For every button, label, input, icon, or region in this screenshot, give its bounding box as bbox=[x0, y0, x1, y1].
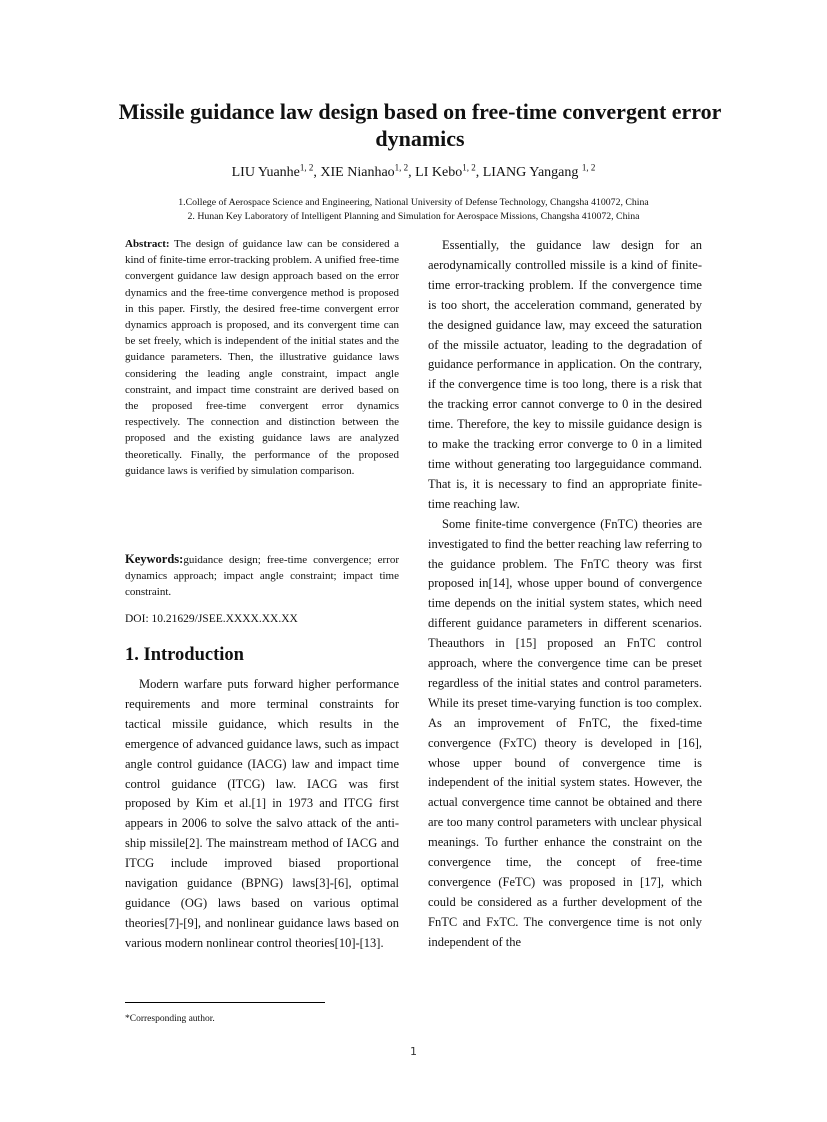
keywords-text: guidance design; free-time convergence; error dynamics approach; impact angle constraint; impact time constraint. bbox=[125, 554, 399, 599]
affiliation-1: 1.College of Aerospace Science and Engineering, National University of Defense Technology, Changsha 410072, China bbox=[178, 197, 649, 208]
keywords-label: Keywords: bbox=[125, 552, 184, 566]
affiliation-2: 2. Hunan Key Laboratory of Intelligent Planning and Simulation for Aerospace Missions, Changsha 410072, China bbox=[187, 211, 640, 222]
abstract-text: The design of guidance law can be considered a kind of finite-time error-tracking problem. A unified free-time convergent guidance law design approach based on the error dynamics and the free-time convergence method is proposed in this paper. Firstly, the desired free-time convergent error dynamics approach is proposed, and its convergent time can be set freely, which is independent of the initial states and the guidance parameters. Then, the illustrative guidance laws considering the leading angle constraint, impact angle constraint, and impact time constraint are derived based on the proposed free-time convergent error dynamics respectively. The connection and distinction between the proposed and the existing guidance laws are analyzed theoretically. Finally, the performance of the proposed guidance laws is verified by simulation comparison. bbox=[125, 238, 399, 477]
right-column bbox=[428, 236, 702, 953]
author-1: LIU Yuanhe$^{1, 2}$, bbox=[231, 162, 321, 180]
author-2: XIE Nianhao$^{1, 2}$, bbox=[320, 162, 416, 180]
paper-title: Missile guidance law design based on free-time convergent error dynamics bbox=[118, 99, 722, 151]
abstract bbox=[125, 236, 399, 479]
author-list bbox=[0, 162, 827, 181]
footnote: *Corresponding author. bbox=[125, 1014, 215, 1024]
body-paragraph: Modern warfare puts forward higher performance requirements and more terminal constraints for tactical missile guidance, which results in the emergence of advanced guidance laws, such as impact angle control guidance (IACG) law and impact time control guidance (ITCG) law. IACG was first proposed by Kim et al.[1] in 1973 and ITCG first appears in 2006 to solve the salvo attack of the anti-ship missile[2]. The mainstream method of IACG and ITCG include improved biased proportional navigation guidance (BPNG) laws[3]-[6], optimal guidance (OG) laws based on various optimal theories[7]-[9], and nonlinear guidance laws based on various modern nonlinear control theories[10]-[13]. bbox=[125, 677, 399, 950]
section-heading-introduction: 1. Introduction bbox=[125, 645, 244, 665]
footnote-rule bbox=[125, 1002, 325, 1003]
page-number: 1 bbox=[410, 1045, 417, 1058]
keywords bbox=[125, 551, 399, 601]
author-3: LI Kebo$^{1, 2}$, bbox=[415, 162, 483, 180]
doi: DOI: 10.21629/JSEE.XXXX.XX.XX bbox=[125, 613, 298, 625]
author-4: LIANG Yangang $^{1, 2}$ bbox=[482, 162, 596, 180]
body-paragraph: Some finite-time convergence (FnTC) theories are investigated to find the better reaching law referring to the guidance problem. The FnTC theory was first proposed in[14], whose upper bound of convergence time depends on the initial system states, which need different guidance parameters in different scenarios. Theauthors in [15] proposed an FnTC control approach, where the convergence time can be preset regardless of the initial states and control parameters. While its preset time-varying function is too complex. As an improvement of FnTC, the fixed-time convergence (FxTC) theory is developed in [16], whose upper bound of convergence time is independent of the initial system states. However, the actual convergence time cannot be obtained and there are too many control parameters with unclear physical meanings. To further enhance the constraint on the convergence time, the concept of free-time convergence (FeTC) was proposed in [17], which could be considered as a further development of the FnTC and FxTC. The convergence time is not only independent of the bbox=[428, 516, 702, 949]
intro-paragraph bbox=[125, 675, 399, 954]
body-paragraph: Essentially, the guidance law design for an aerodynamically controlled missile is a kind of finite-time error-tracking problem. If the convergence time is too short, the acceleration command, generated by the designed guidance law, may exceed the saturation of the missile actuator, leading to the degradation of guidance performance in application. On the contrary, if the convergence time is too long, there is a risk that the tracking error cannot converge to 0 in the desired time. Therefore, the key to missile guidance design is to make the tracking error converge to 0 in a limited time without generating too largeguidance command. That is, it is necessary to find an appropriate finite-time reaching law. bbox=[428, 238, 702, 511]
abstract-label: Abstract: bbox=[125, 238, 170, 250]
